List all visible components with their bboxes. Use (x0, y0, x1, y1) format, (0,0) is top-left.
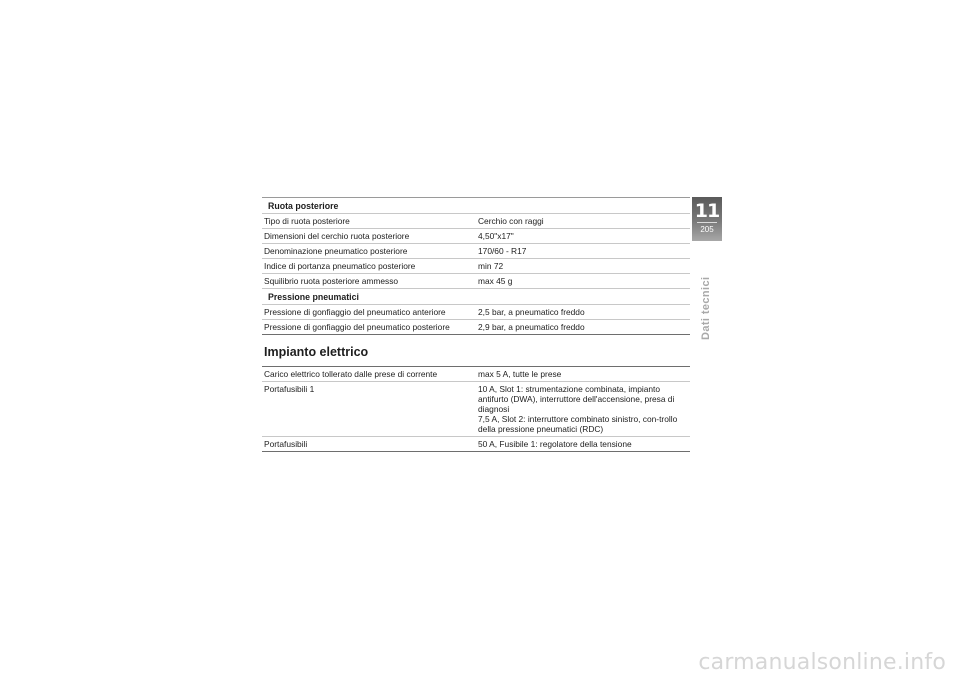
table-row (262, 229, 690, 244)
spec-label: Portafusibili 1 (262, 382, 474, 437)
section-header-tyre-pressure (262, 289, 690, 305)
chapter-tab (692, 197, 722, 241)
spec-label: Tipo di ruota posteriore (262, 214, 474, 229)
spec-label: Denominazione pneumatico posteriore (262, 244, 474, 259)
watermark: carmanualsonline.info (698, 650, 946, 675)
table-row (262, 367, 690, 382)
section-header-rear-wheel (262, 198, 690, 214)
table-row (262, 214, 690, 229)
table-row (262, 274, 690, 289)
spec-value: 2,5 bar, a pneumatico freddo (474, 305, 690, 320)
table-row (262, 382, 690, 437)
chapter-number: 11 (694, 200, 720, 222)
spec-value: 170/60 - R17 (474, 244, 690, 259)
chapter-divider (697, 222, 717, 223)
section-title: Ruota posteriore (262, 198, 690, 214)
spec-value: 4,50"x17" (474, 229, 690, 244)
spec-value: Cerchio con raggi (474, 214, 690, 229)
spec-value: min 72 (474, 259, 690, 274)
side-chapter-text: Dati tecnici (700, 276, 712, 340)
table-row (262, 437, 690, 452)
section-title: Pressione pneumatici (262, 289, 690, 305)
wheel-spec-table (262, 197, 690, 335)
spec-value: max 45 g (474, 274, 690, 289)
spec-label: Carico elettrico tollerato dalle prese di corrente (262, 367, 474, 382)
spec-label: Squilibrio ruota posteriore ammesso (262, 274, 474, 289)
spec-value: 2,9 bar, a pneumatico freddo (474, 320, 690, 335)
table-row (262, 305, 690, 320)
table-row (262, 320, 690, 335)
spec-label: Pressione di gonfiaggio del pneumatico posteriore (262, 320, 474, 335)
electrical-spec-table (262, 366, 690, 452)
table-row (262, 244, 690, 259)
page-number: 205 (700, 225, 714, 234)
section-heading-electrical: Impianto elettrico (264, 345, 369, 359)
spec-label: Indice di portanza pneumatico posteriore (262, 259, 474, 274)
spec-content (262, 197, 690, 452)
spec-value: max 5 A, tutte le prese (474, 367, 690, 382)
spec-label: Pressione di gonfiaggio del pneumatico anteriore (262, 305, 474, 320)
spec-label: Portafusibili (262, 437, 474, 452)
spec-value: 50 A, Fusibile 1: regolatore della tensione (474, 437, 690, 452)
spec-label: Dimensioni del cerchio ruota posteriore (262, 229, 474, 244)
table-row (262, 259, 690, 274)
spec-value: 10 A, Slot 1: strumentazione combinata, impianto antifurto (DWA), interruttore dell'accensione, presa di diagnosi 7,5 A, Slot 2: interruttore combinato sinistro, con-trollo della pressione pneumatici (RDC) (474, 382, 690, 437)
